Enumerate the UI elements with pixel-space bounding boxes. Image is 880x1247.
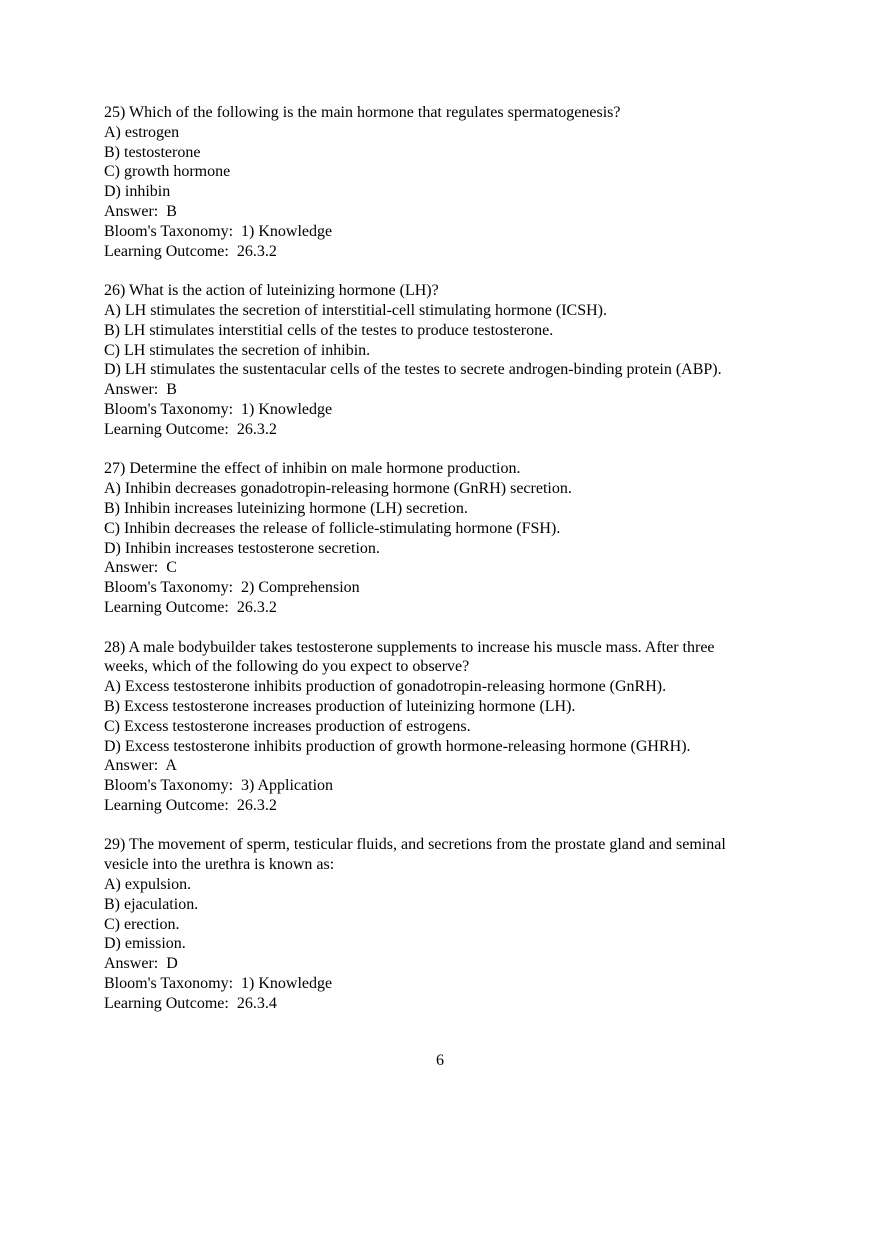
option-b: B) Inhibin increases luteinizing hormone (LH) secretion.	[104, 499, 468, 517]
taxonomy-line: Bloom's Taxonomy: 1) Knowledge	[104, 975, 333, 993]
answer-line: Answer: C	[104, 559, 177, 577]
question-26	[104, 281, 804, 439]
option-c: C) growth hormone	[104, 163, 231, 181]
option-b: B) testosterone	[104, 143, 201, 161]
option-c: C) Inhibin decreases the release of follicle-stimulating hormone (FSH).	[104, 519, 561, 537]
option-d: D) Inhibin increases testosterone secretion.	[104, 539, 380, 557]
option-c: C) erection.	[104, 915, 180, 933]
question-stem: 25) Which of the following is the main hormone that regulates spermatogenesis?	[104, 104, 621, 121]
outcome-line: Learning Outcome: 26.3.2	[104, 242, 277, 260]
taxonomy-line: Bloom's Taxonomy: 3) Application	[104, 777, 334, 795]
answer-line: Answer: B	[104, 381, 177, 399]
page-number: 6	[436, 1052, 444, 1069]
question-stem: 26) What is the action of luteinizing hormone (LH)?	[104, 282, 439, 300]
option-d: D) emission.	[104, 935, 186, 953]
question-28	[104, 638, 804, 816]
option-a: A) expulsion.	[104, 876, 192, 894]
outcome-line: Learning Outcome: 26.3.2	[104, 420, 277, 438]
option-b: B) ejaculation.	[104, 895, 199, 913]
question-list	[104, 103, 804, 1033]
option-b: B) Excess testosterone increases production of luteinizing hormone (LH).	[104, 697, 576, 715]
option-d: D) Excess testosterone inhibits production of growth hormone-releasing hormone (GHRH).	[104, 737, 691, 755]
answer-line: Answer: A	[104, 757, 177, 775]
question-stem-continued: vesicle into the urethra is known as:	[104, 856, 335, 874]
outcome-line: Learning Outcome: 26.3.4	[104, 994, 277, 1012]
option-c: C) LH stimulates the secretion of inhibin.	[104, 341, 371, 359]
question-stem: 28) A male bodybuilder takes testosterone supplements to increase his muscle mass. After three	[104, 638, 715, 656]
taxonomy-line: Bloom's Taxonomy: 1) Knowledge	[104, 400, 333, 418]
question-27	[104, 459, 804, 617]
outcome-line: Learning Outcome: 26.3.2	[104, 796, 277, 814]
option-c: C) Excess testosterone increases production of estrogens.	[104, 717, 471, 735]
option-b: B) LH stimulates interstitial cells of the testes to produce testosterone.	[104, 321, 554, 339]
option-d: D) inhibin	[104, 183, 171, 201]
question-stem: 29) The movement of sperm, testicular fluids, and secretions from the prostate gland and seminal	[104, 836, 726, 854]
answer-line: Answer: D	[104, 955, 178, 973]
question-stem: 27) Determine the effect of inhibin on male hormone production.	[104, 460, 521, 478]
answer-line: Answer: B	[104, 202, 177, 220]
question-stem-continued: weeks, which of the following do you expect to observe?	[104, 658, 470, 676]
question-29	[104, 835, 804, 1013]
question-25	[104, 103, 804, 261]
option-a: A) Excess testosterone inhibits production of gonadotropin-releasing hormone (GnRH).	[104, 678, 667, 696]
option-a: A) Inhibin decreases gonadotropin-releasing hormone (GnRH) secretion.	[104, 480, 572, 498]
option-a: A) LH stimulates the secretion of interstitial-cell stimulating hormone (ICSH).	[104, 301, 607, 319]
taxonomy-line: Bloom's Taxonomy: 1) Knowledge	[104, 222, 333, 240]
option-a: A) estrogen	[104, 123, 180, 141]
option-d: D) LH stimulates the sustentacular cells of the testes to secrete androgen-binding protein (ABP).	[104, 361, 722, 379]
taxonomy-line: Bloom's Taxonomy: 2) Comprehension	[104, 579, 360, 597]
outcome-line: Learning Outcome: 26.3.2	[104, 598, 277, 616]
